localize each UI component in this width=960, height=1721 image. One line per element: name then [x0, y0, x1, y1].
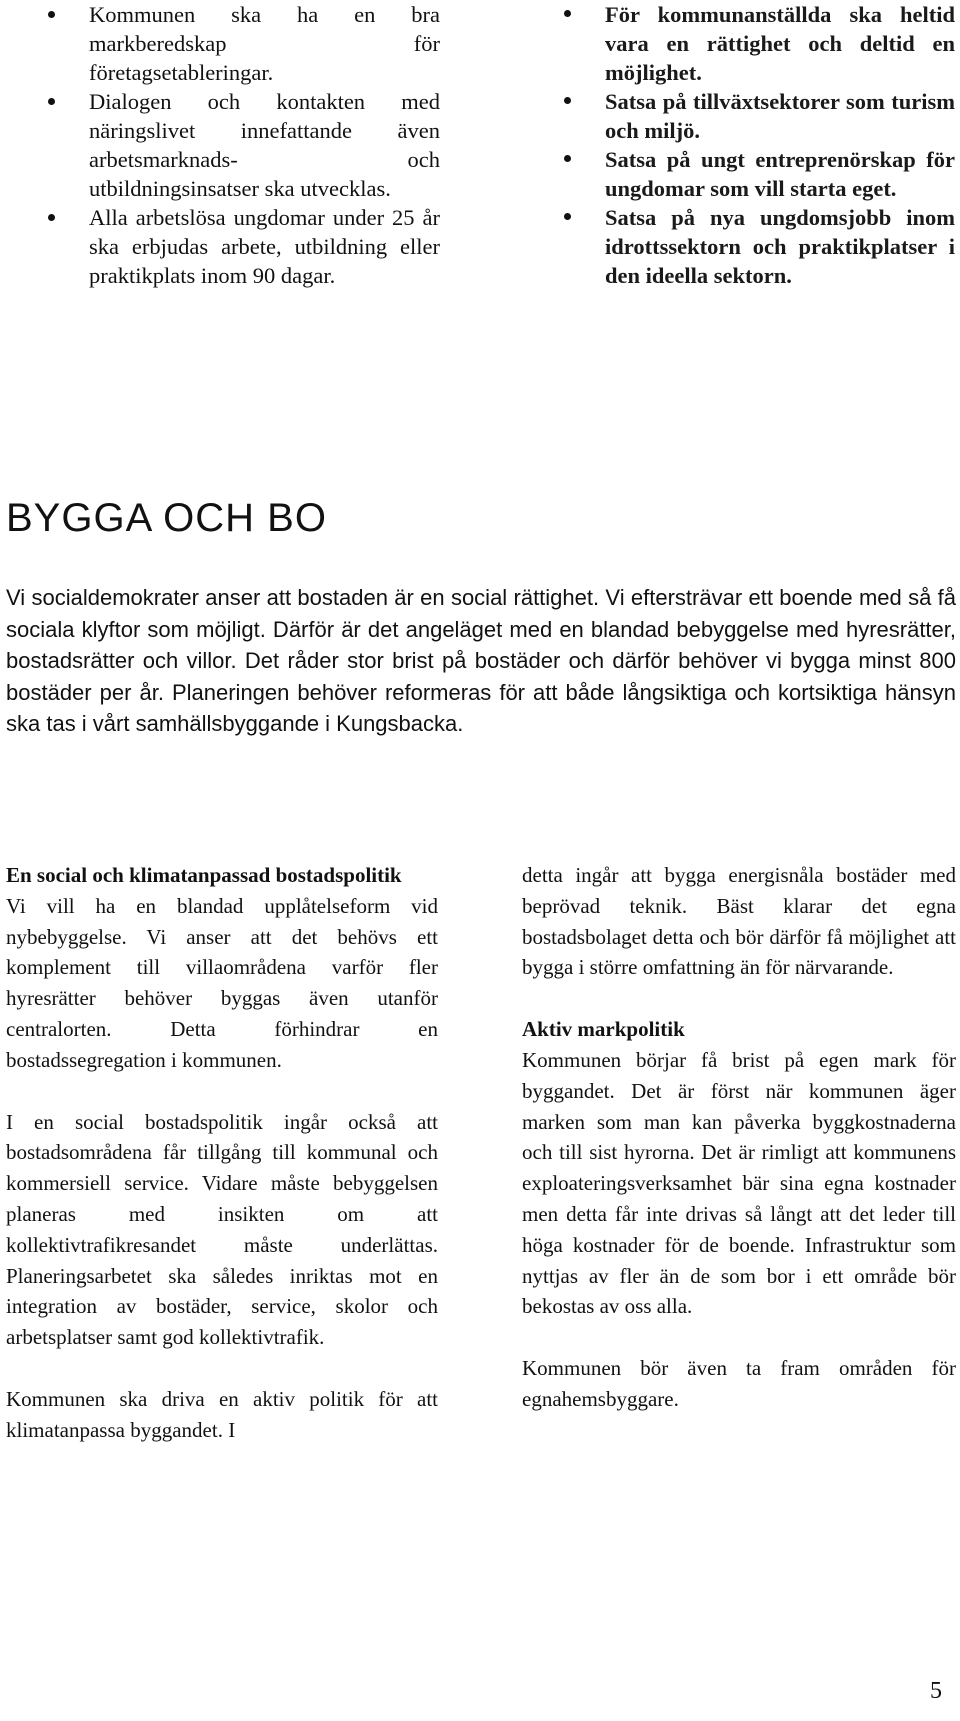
bullet-icon: [48, 98, 55, 105]
bullet-icon: [48, 11, 55, 18]
page-number: 5: [930, 1678, 942, 1704]
bullet-text: Satsa på ungt entreprenörskap för ungdomar som vill starta eget.: [605, 147, 955, 201]
bullet-text: Alla arbetslösa ungdomar under 25 år ska erbjudas arbete, utbildning eller praktikplats inom 90 dagar.: [89, 205, 440, 288]
bullet-item: [10, 203, 440, 290]
bullet-icon: [564, 155, 571, 162]
top-right-bullet-list: [529, 0, 955, 290]
left-paragraph-2: I en social bostadspolitik ingår också att bostadsområdena får tillgång till kommunal och kommersiell service. Vidare måste bebyggelsen planeras med insikten om att kollektivtrafikresandet måste underlättas. Planeringsarbetet ska således inriktas mot en integration av bostäder, service, skolor och arbetsplatser samt god kollektivtrafik.: [6, 1109, 438, 1350]
bullet-text: Kommunen ska ha en bra markberedskap för företagsetableringar.: [89, 2, 440, 85]
left-subheading: En social och klimatanpassad bostadspolitik: [6, 863, 402, 887]
bullet-item: [10, 0, 440, 87]
right-paragraph-1: detta ingår att bygga energisnåla bostäder med beprövad teknik. Bäst klarar det egna bostadsbolaget detta och bör därför få möjlighet att bygga i större omfattning än för närvarande.: [522, 863, 956, 980]
bullet-icon: [48, 214, 55, 221]
right-column: [522, 860, 956, 1415]
bullet-item: [529, 87, 955, 145]
right-paragraph-3: Kommunen bör även ta fram områden för egnahemsbyggare.: [522, 1356, 956, 1411]
bullet-text: Satsa på tillväxtsektorer som turism och miljö.: [605, 89, 955, 143]
bullet-icon: [564, 97, 571, 104]
section-heading: BYGGA OCH BO: [6, 496, 327, 540]
bullet-item: [529, 145, 955, 203]
left-paragraph-1: Vi vill ha en blandad upplåtelseform vid nybebyggelse. Vi anser att det behövs ett komplement till villaområdena varför fler hyresrätter behöver byggas även utanför centralorten. Detta förhindrar en bostadssegregation i kommunen.: [6, 893, 438, 1072]
left-column: [6, 860, 438, 1446]
bullet-text: Satsa på nya ungdomsjobb inom idrottssektorn och praktikplatser i den ideella sektorn.: [605, 205, 955, 288]
right-subheading: Aktiv markpolitik: [522, 1017, 685, 1042]
bullet-text: För kommunanställda ska heltid vara en rättighet och deltid en möjlighet.: [605, 2, 955, 85]
bullet-text: Dialogen och kontakten med näringslivet innefattande även arbetsmarknads- och utbildningsinsatser ska utvecklas.: [89, 89, 440, 201]
bullet-item: [10, 87, 440, 203]
bullet-item: [529, 0, 955, 87]
bullet-item: [529, 203, 955, 290]
section-intro: Vi socialdemokrater anser att bostaden är en social rättighet. Vi eftersträvar ett boende med så få sociala klyftor som möjligt. Därför är det angeläget med en blandad bebyggelse med hyresrätter, bostadsrätter och villor. Det råder stor brist på bostäder och därför behöver vi bygga minst 800 bostäder per år. Planeringen behöver reformeras för att både långsiktiga och kortsiktiga hänsyn ska tas i vårt samhällsbyggande i Kungsbacka.: [6, 585, 956, 736]
right-paragraph-2: Kommunen börjar få brist på egen mark för byggandet. Det är först när kommunen äger marken som man kan påverka byggkostnaderna och till sist hyrorna. Det är rimligt att kommunens exploateringsverksamhet bär sina egna kostnader men detta får inte drivas så långt att det leder till höga kostnader för de boende. Infrastruktur som nyttjas av fler än de som bor i ett område bör bekostas av oss alla.: [522, 1047, 956, 1319]
bullet-icon: [564, 10, 571, 17]
top-left-bullet-list: [10, 0, 440, 290]
left-paragraph-3: Kommunen ska driva en aktiv politik för att klimatanpassa byggandet. I: [6, 1386, 438, 1442]
bullet-icon: [564, 213, 571, 220]
